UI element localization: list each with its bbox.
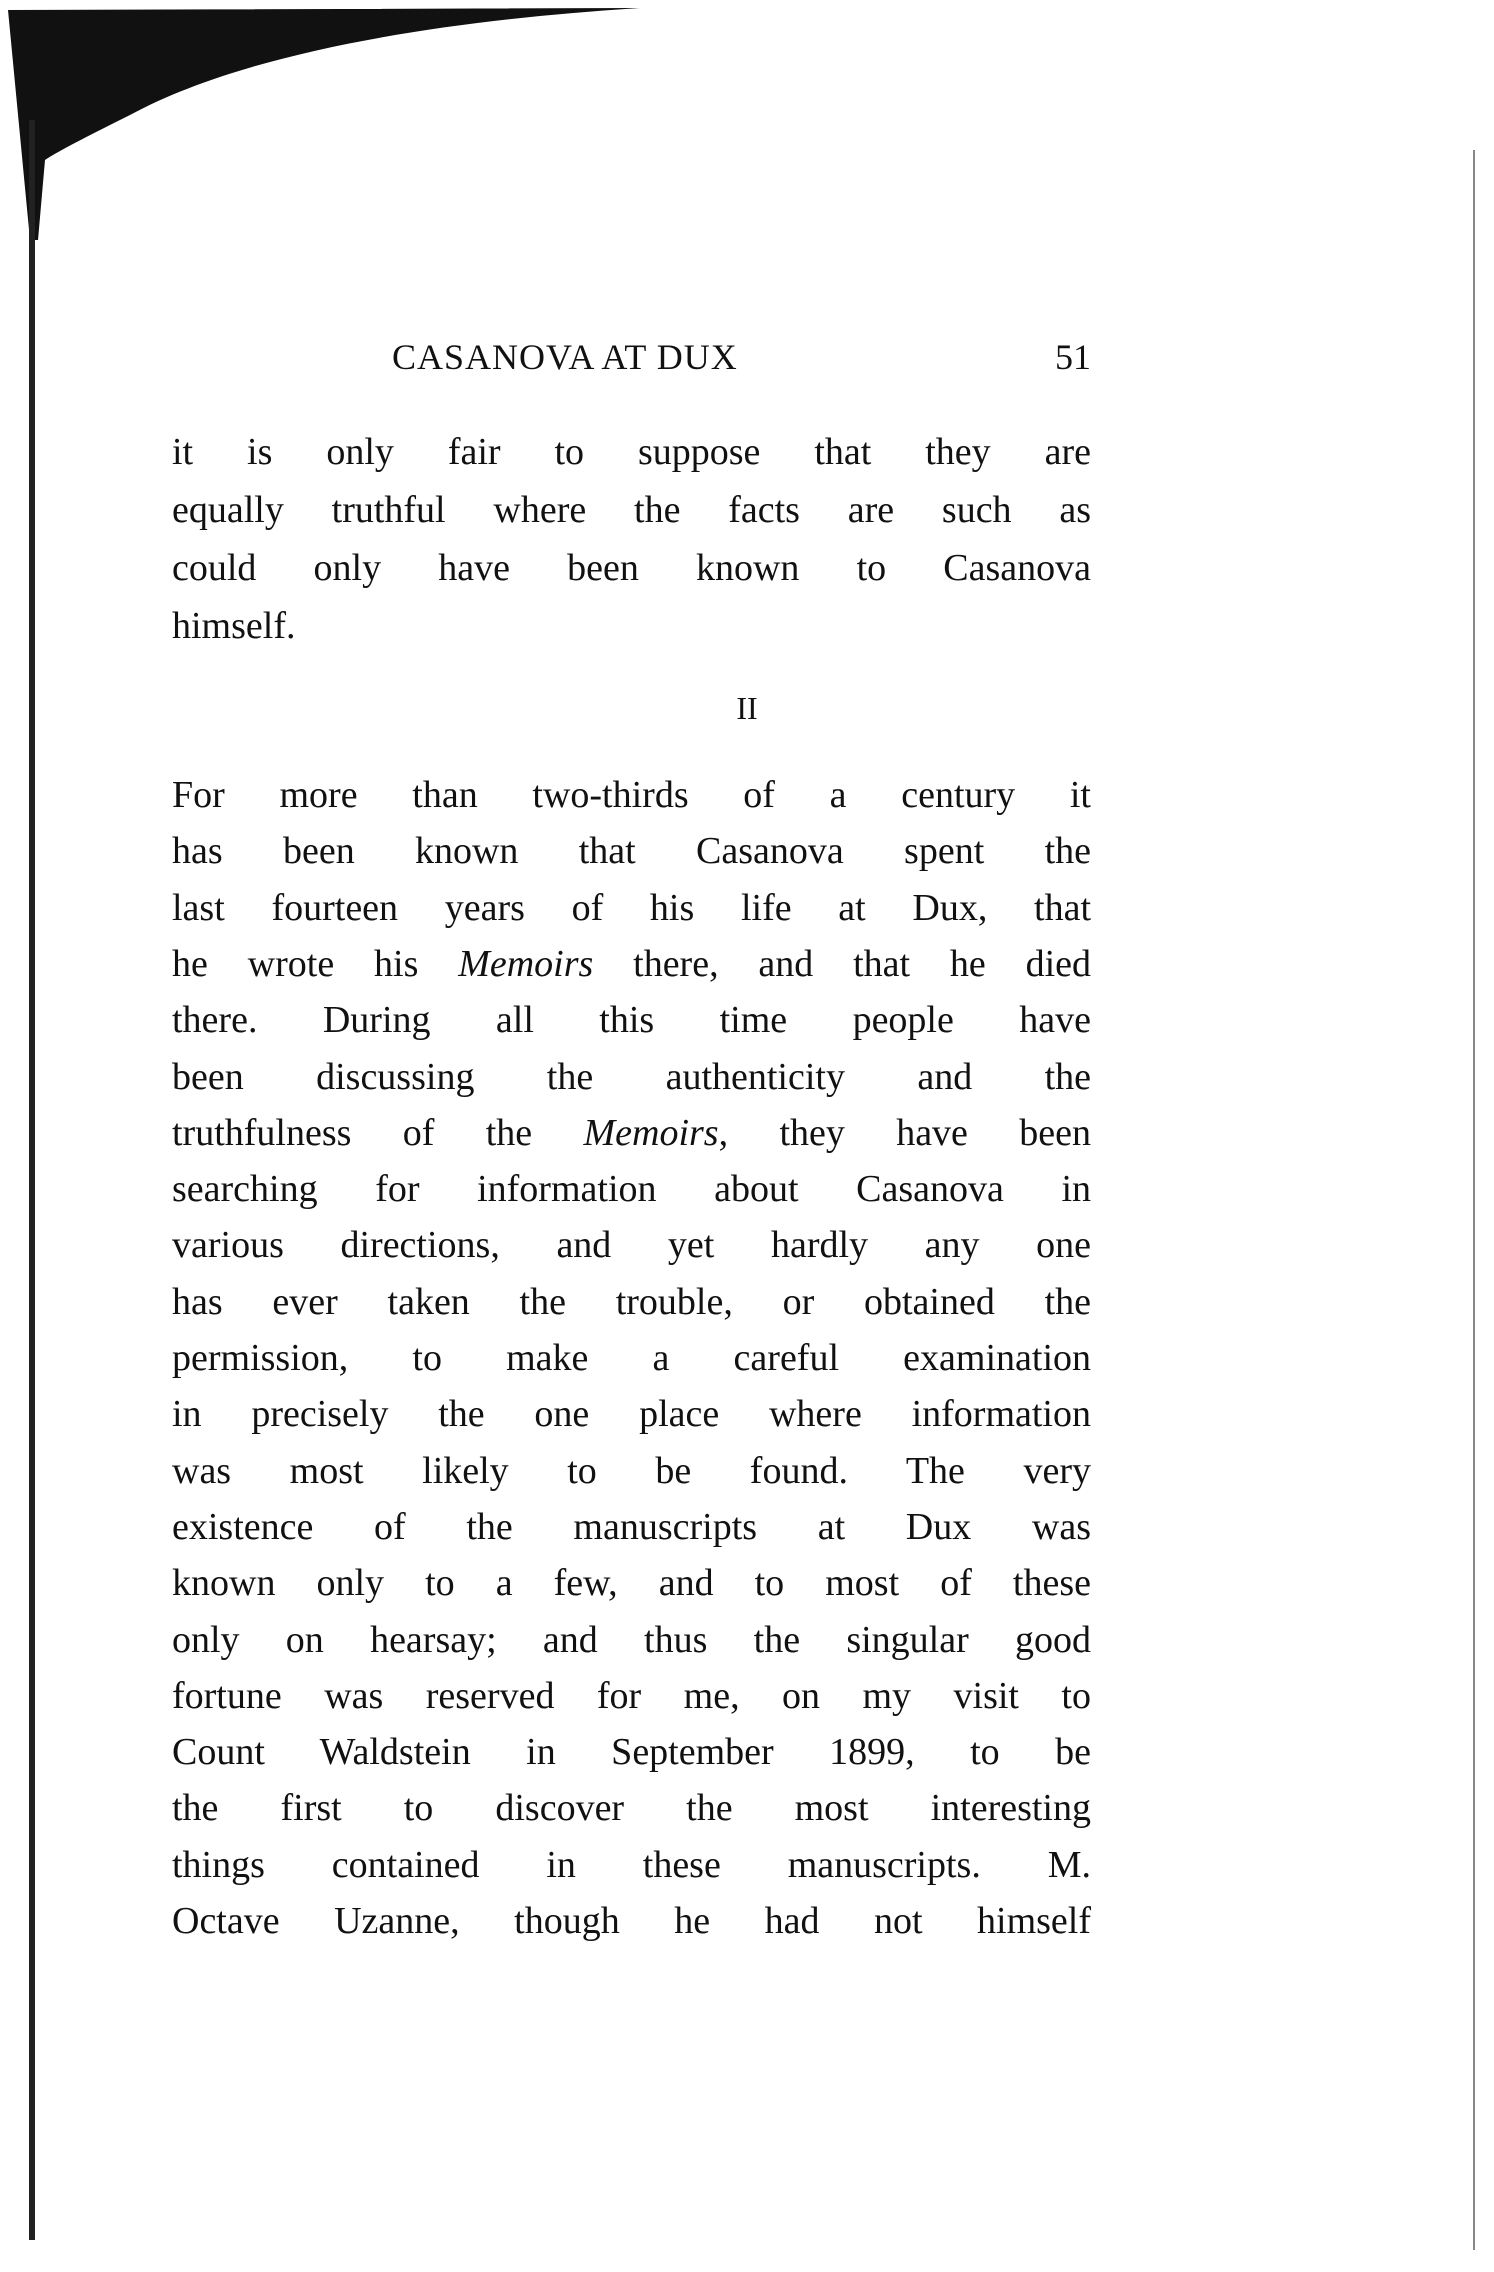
text-line (172, 1108, 1091, 1158)
text-line (172, 1446, 1091, 1496)
text-segment: truthfulness of the (172, 1111, 584, 1154)
scan-shadow (0, 0, 700, 300)
text-segment: existence of the manuscripts at Dux was (172, 1505, 1091, 1548)
text-line (172, 601, 1091, 651)
italic-title: Memoirs (583, 1111, 719, 1154)
text-segment: could only have been known to Casanova (172, 547, 1091, 589)
text-segment: the first to discover the most interesting (172, 1787, 1091, 1830)
text-segment: known only to a few, and to most of these (172, 1562, 1091, 1605)
text-line (172, 1277, 1091, 1327)
italic-title: Memoirs (458, 942, 594, 985)
text-line (172, 770, 1091, 820)
text-segment: has ever taken the trouble, or obtained the (172, 1280, 1091, 1323)
text-segment: only on hearsay; and thus the singular good (172, 1618, 1091, 1661)
text-segment: Count Waldstein in September 1899, to be (172, 1731, 1091, 1774)
text-segment: searching for information about Casanova in (172, 1168, 1091, 1211)
text-line (172, 1840, 1091, 1890)
text-line (172, 1164, 1091, 1214)
text-line (172, 543, 1091, 593)
text-line (172, 995, 1091, 1045)
text-segment: For more than two-thirds of a century it (172, 774, 1091, 816)
text-segment: permission, to make a careful examination (172, 1337, 1091, 1379)
text-line (172, 883, 1091, 933)
text-segment: was most likely to be found. The very (172, 1449, 1091, 1492)
text-segment: been discussing the authenticity and the (172, 1055, 1091, 1098)
page-edge-right (1473, 150, 1475, 2250)
running-header (172, 336, 1091, 386)
text-segment: equally truthful where the facts are such as (172, 489, 1091, 531)
text-line (172, 1615, 1091, 1665)
text-line (172, 1671, 1091, 1721)
text-segment: various directions, and yet hardly any one (172, 1224, 1091, 1267)
text-line (172, 1558, 1091, 1608)
text-segment: it is only fair to suppose that they are (172, 431, 1091, 473)
text-line (172, 826, 1091, 876)
text-line (172, 1389, 1091, 1439)
text-line (172, 427, 1091, 477)
text-line (172, 1727, 1091, 1777)
page-edge-left (29, 120, 35, 2240)
text-line (172, 1333, 1091, 1383)
text-line (172, 1052, 1091, 1102)
text-segment: there, and that he died (593, 942, 1091, 985)
text-segment: last fourteen years of his life at Dux, that (172, 886, 1091, 929)
text-line (172, 1220, 1091, 1270)
text-line (172, 939, 1091, 989)
text-segment: , they have been (718, 1111, 1091, 1154)
section-numeral: II (736, 690, 758, 726)
text-segment: fortune was reserved for me, on my visit to (172, 1674, 1091, 1717)
text-segment: in precisely the one place where information (172, 1393, 1091, 1436)
text-segment: he wrote his (172, 942, 459, 985)
running-title: CASANOVA AT DUX (392, 337, 738, 377)
text-segment: Octave Uzanne, though he had not himself (172, 1900, 1091, 1942)
text-line (172, 1896, 1091, 1946)
text-line (172, 1502, 1091, 1552)
text-segment: things contained in these manuscripts. M. (172, 1843, 1091, 1886)
text-segment: has been known that Casanova spent the (172, 830, 1091, 873)
text-line (172, 485, 1091, 535)
page-number: 51 (1055, 337, 1091, 377)
text-segment: there. During all this time people have (172, 999, 1091, 1042)
text-line (172, 1783, 1091, 1833)
text-segment: himself. (172, 605, 296, 647)
